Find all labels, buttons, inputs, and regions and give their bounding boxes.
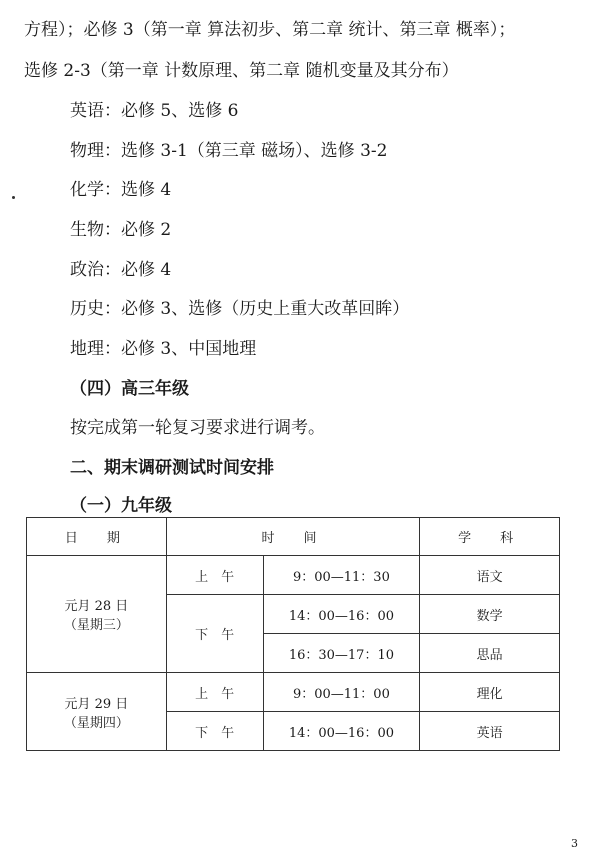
subject-cell: 数学 xyxy=(420,595,560,634)
subject-cell: 英语 xyxy=(420,712,560,751)
table-row xyxy=(27,673,560,712)
weekday-text: （星期三） xyxy=(63,618,129,633)
senior3-text: 按完成第一轮复习要求进行调考。 xyxy=(70,418,325,438)
scan-speck xyxy=(12,196,15,199)
time-cell: 14：00—16：00 xyxy=(263,712,420,751)
section-heading-senior3: （四）高三年级 xyxy=(70,379,189,399)
period-cell-pm: 下 午 xyxy=(166,712,263,751)
period-cell-pm: 下 午 xyxy=(166,595,263,673)
table-row xyxy=(27,556,560,595)
english-line: 英语：必修 5、选修 6 xyxy=(70,101,239,121)
weekday-text: （星期四） xyxy=(63,715,129,731)
text-line-1: 方程）；必修 3（第一章 算法初步、第二章 统计、第三章 概率）； xyxy=(24,20,516,40)
section-heading-schedule: 二、期末调研测试时间安排 xyxy=(70,458,274,478)
header-time: 时 间 xyxy=(166,518,419,556)
date-text: 元月 29 日 xyxy=(64,696,129,712)
politics-line: 政治：必修 4 xyxy=(70,260,172,280)
date-cell xyxy=(27,556,167,673)
physics-line: 物理：选修 3-1（第三章 磁场）、选修 3-2 xyxy=(70,141,388,161)
subject-cell: 理化 xyxy=(420,673,560,712)
subject-cell: 语文 xyxy=(420,556,560,595)
section-heading-grade9: （一）九年级 xyxy=(70,496,172,516)
time-cell: 14：00—16：00 xyxy=(263,595,420,634)
chemistry-line: 化学：选修 4 xyxy=(70,180,172,200)
page-number: 3 xyxy=(571,837,578,850)
exam-schedule-table xyxy=(26,517,560,751)
geography-line: 地理：必修 3、中国地理 xyxy=(70,339,257,359)
time-cell: 16：30—17：10 xyxy=(263,634,420,673)
history-line: 历史：必修 3、选修（历史上重大改革回眸） xyxy=(70,299,410,319)
biology-line: 生物：必修 2 xyxy=(70,220,172,240)
time-cell: 9：00—11：30 xyxy=(263,556,420,595)
time-cell: 9：00—11：00 xyxy=(263,673,420,712)
date-cell xyxy=(27,673,167,751)
header-date: 日 期 xyxy=(27,518,167,556)
period-cell-am: 上 午 xyxy=(166,673,263,712)
period-cell-am: 上 午 xyxy=(166,556,263,595)
text-line-2: 选修 2-3（第一章 计数原理、第二章 随机变量及其分布） xyxy=(24,61,459,81)
date-text: 元月 28 日 xyxy=(64,599,129,614)
table-header-row xyxy=(27,518,560,556)
subject-cell: 思品 xyxy=(420,634,560,673)
header-subject: 学 科 xyxy=(420,518,560,556)
